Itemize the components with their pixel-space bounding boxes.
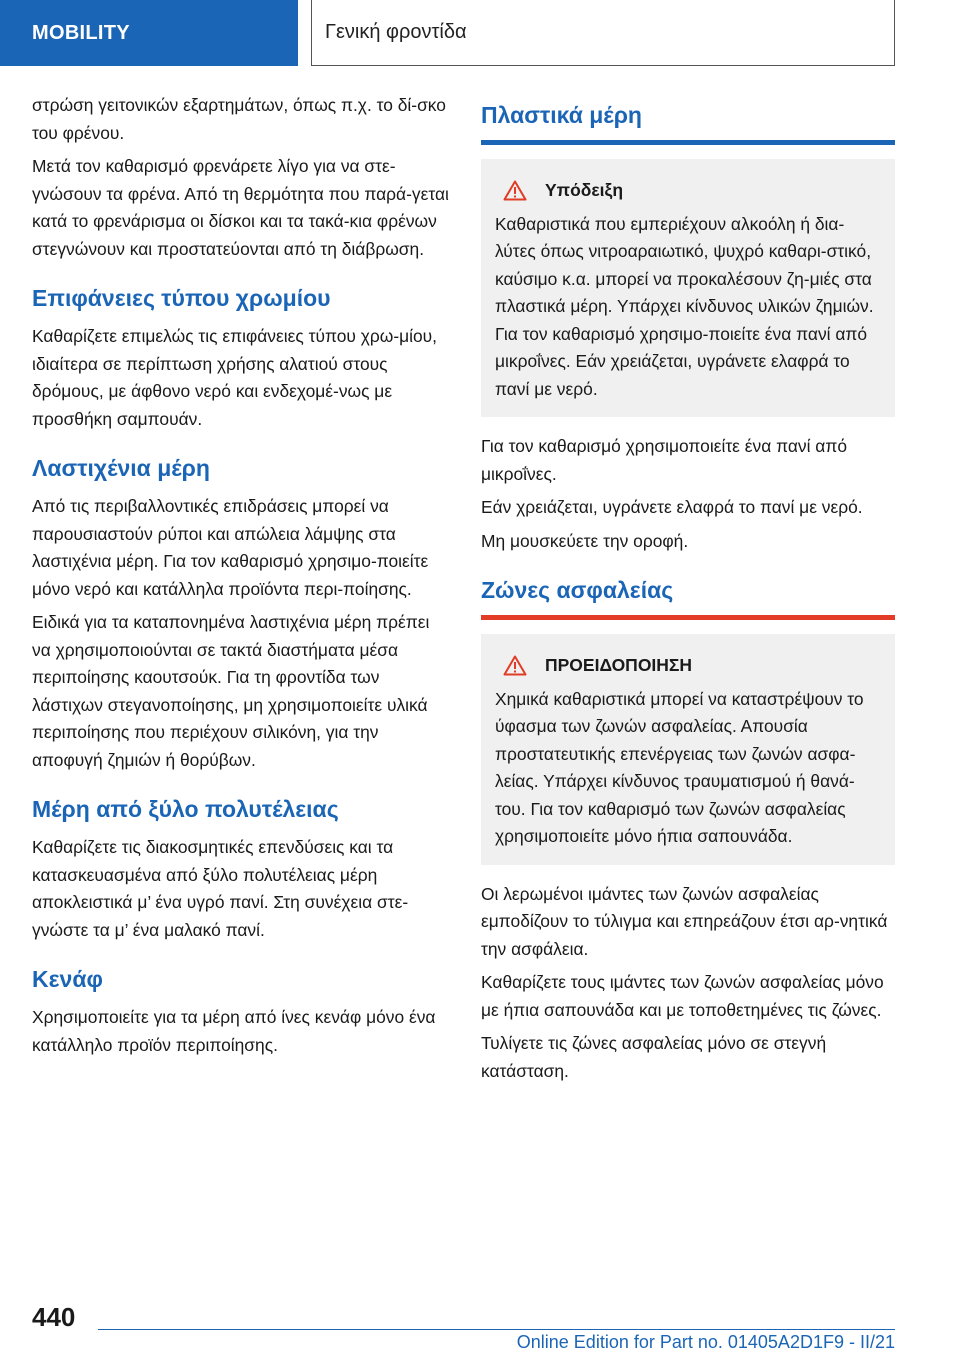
notice-rule-red bbox=[481, 615, 895, 620]
paragraph: στρώση γειτονικών εξαρτημάτων, όπως π.χ. το δί-σκο του φρένου. bbox=[32, 95, 446, 143]
footer-rule bbox=[98, 1329, 895, 1330]
chapter-title: Γενική φροντίδα bbox=[311, 0, 895, 66]
heading-belts: Ζώνες ασφαλείας bbox=[481, 577, 674, 603]
heading-kenaf: Κενάφ bbox=[32, 966, 103, 992]
paragraph: Από τις περιβαλλοντικές επιδράσεις μπορεί να παρουσιαστούν ρύποι και απώλεια λάμψης στα λαστιχένια μέρη. Για τον καθαρισμό χρησιμο-ποιείτε μόνο νερό και κατάλληλα προϊόντα περι-ποίησης. bbox=[32, 496, 429, 599]
paragraph: Καθαρίζετε τους ιμάντες των ζωνών ασφαλείας μόνο με ήπια σαπουνάδα και με τοποθετημένες τις ζώνες. bbox=[481, 972, 884, 1020]
heading-rubber: Λαστιχένια μέρη bbox=[32, 455, 210, 481]
left-column bbox=[32, 92, 452, 1065]
paragraph: Ειδικά για τα καταπονημένα λαστιχένια μέρη πρέπει να χρησιμοποιούνται σε τακτά διαστήματα μέσα περιποίησης καουτσούκ. Για τη φροντίδα των λάστιχων στεγανοποίησης, μη χρησιμοποιείτε υλικά περιποίησης που περιέχουν σιλικόνη, για την αποφυγή ζημιών ή θορύβων. bbox=[32, 612, 430, 770]
page-header bbox=[0, 0, 960, 66]
notice-text: Καθαριστικά που εμπεριέχουν αλκοόλη ή δια-λύτες όπως νιτροαραιωτικό, ψυχρό καθαρι-στικό, καύσιμο κ.α. μπορεί να προκαλέσουν ζη-μιές στα πλαστικά μέρη. Υπάρχει κίνδυνος υλικών ζημιών. Για τον καθαρισμό χρησιμο-ποιείτε ένα πανί από μικροΐνες. Εάν χρειάζεται, υγράνετε ελαφρά το πανί με νερό. bbox=[495, 213, 874, 399]
page-number: 440 bbox=[32, 1302, 76, 1332]
heading-wood: Μέρη από ξύλο πολυτέλειας bbox=[32, 796, 339, 822]
warning-title bbox=[495, 652, 881, 680]
warning-text: Χημικά καθαριστικά μπορεί να καταστρέψουν το ύφασμα των ζωνών ασφαλείας. Απουσία προστατευτικής επενέργειας των ζωνών ασφα-λείας. Υπάρχει κίνδυνος τραυματισμού ή θανά-του. Για τον καθαρισμό των ζωνών ασφαλείας χρησιμοποιείτε μόνο ήπια σαπουνάδα. bbox=[495, 688, 864, 846]
heading-chrome: Επιφάνειες τύπου χρωμίου bbox=[32, 285, 331, 311]
notice-title bbox=[495, 177, 881, 205]
paragraph: Καθαρίζετε επιμελώς τις επιφάνειες τύπου χρω-μίου, ιδιαίτερα σε περίπτωση χρήσης αλατιού στους δρόμους, με άφθονο νερό και ενδεχομέ-νως με προσθήκη σαμπουάν. bbox=[32, 326, 438, 429]
right-column bbox=[481, 92, 895, 1091]
notice-box bbox=[481, 159, 895, 417]
paragraph: Για τον καθαρισμό χρησιμοποιείτε ένα πανί από μικροΐνες. bbox=[481, 436, 848, 484]
paragraph: Καθαρίζετε τις διακοσμητικές επενδύσεις και τα κατασκευασμένα από ξύλο πολυτέλειας μέρη αποκλειστικά μ’ ένα υγρό πανί. Στη συνέχεια στε-γνώστε τα μ’ ένα μαλακό πανί. bbox=[32, 837, 409, 940]
paragraph: Χρησιμοποιείτε για τα μέρη από ίνες κενάφ μόνο ένα κατάλληλο προϊόν περιποίησης. bbox=[32, 1007, 436, 1055]
paragraph: Μετά τον καθαρισμό φρενάρετε λίγο για να στε-γνώσουν τα φρένα. Από τη θερμότητα που παρά-γεται κατά το φρενάρισμα οι δίσκοι και τα τακά-κια φρένων στεγνώνουν και προστατεύονται από τη διάβρωση. bbox=[32, 156, 449, 259]
notice-rule-blue bbox=[481, 140, 895, 145]
warning-triangle-icon bbox=[503, 655, 527, 676]
paragraph: Εάν χρειάζεται, υγράνετε ελαφρά το πανί με νερό. bbox=[481, 497, 863, 517]
warning-title-text: ΠΡΟΕΙΔΟΠΟΙΗΣΗ bbox=[545, 655, 693, 675]
paragraph: Οι λερωμένοι ιμάντες των ζωνών ασφαλείας εμποδίζουν το τύλιγμα και επηρεάζουν έτσι αρ-νητικά την ασφάλεια. bbox=[481, 883, 888, 959]
warning-triangle-icon bbox=[503, 180, 527, 201]
notice-title-text: Υπόδειξη bbox=[545, 180, 624, 200]
section-tab: MOBILITY bbox=[0, 0, 298, 66]
warning-box bbox=[481, 634, 895, 865]
heading-plastic: Πλαστικά μέρη bbox=[481, 102, 642, 128]
edition-link[interactable]: Online Edition for Part no. 01405A2D1F9 - II/21 bbox=[516, 1332, 895, 1352]
paragraph: Τυλίγετε τις ζώνες ασφαλείας μόνο σε στεγνή κατάσταση. bbox=[481, 1033, 827, 1081]
paragraph: Μη μουσκεύετε την οροφή. bbox=[481, 530, 689, 551]
